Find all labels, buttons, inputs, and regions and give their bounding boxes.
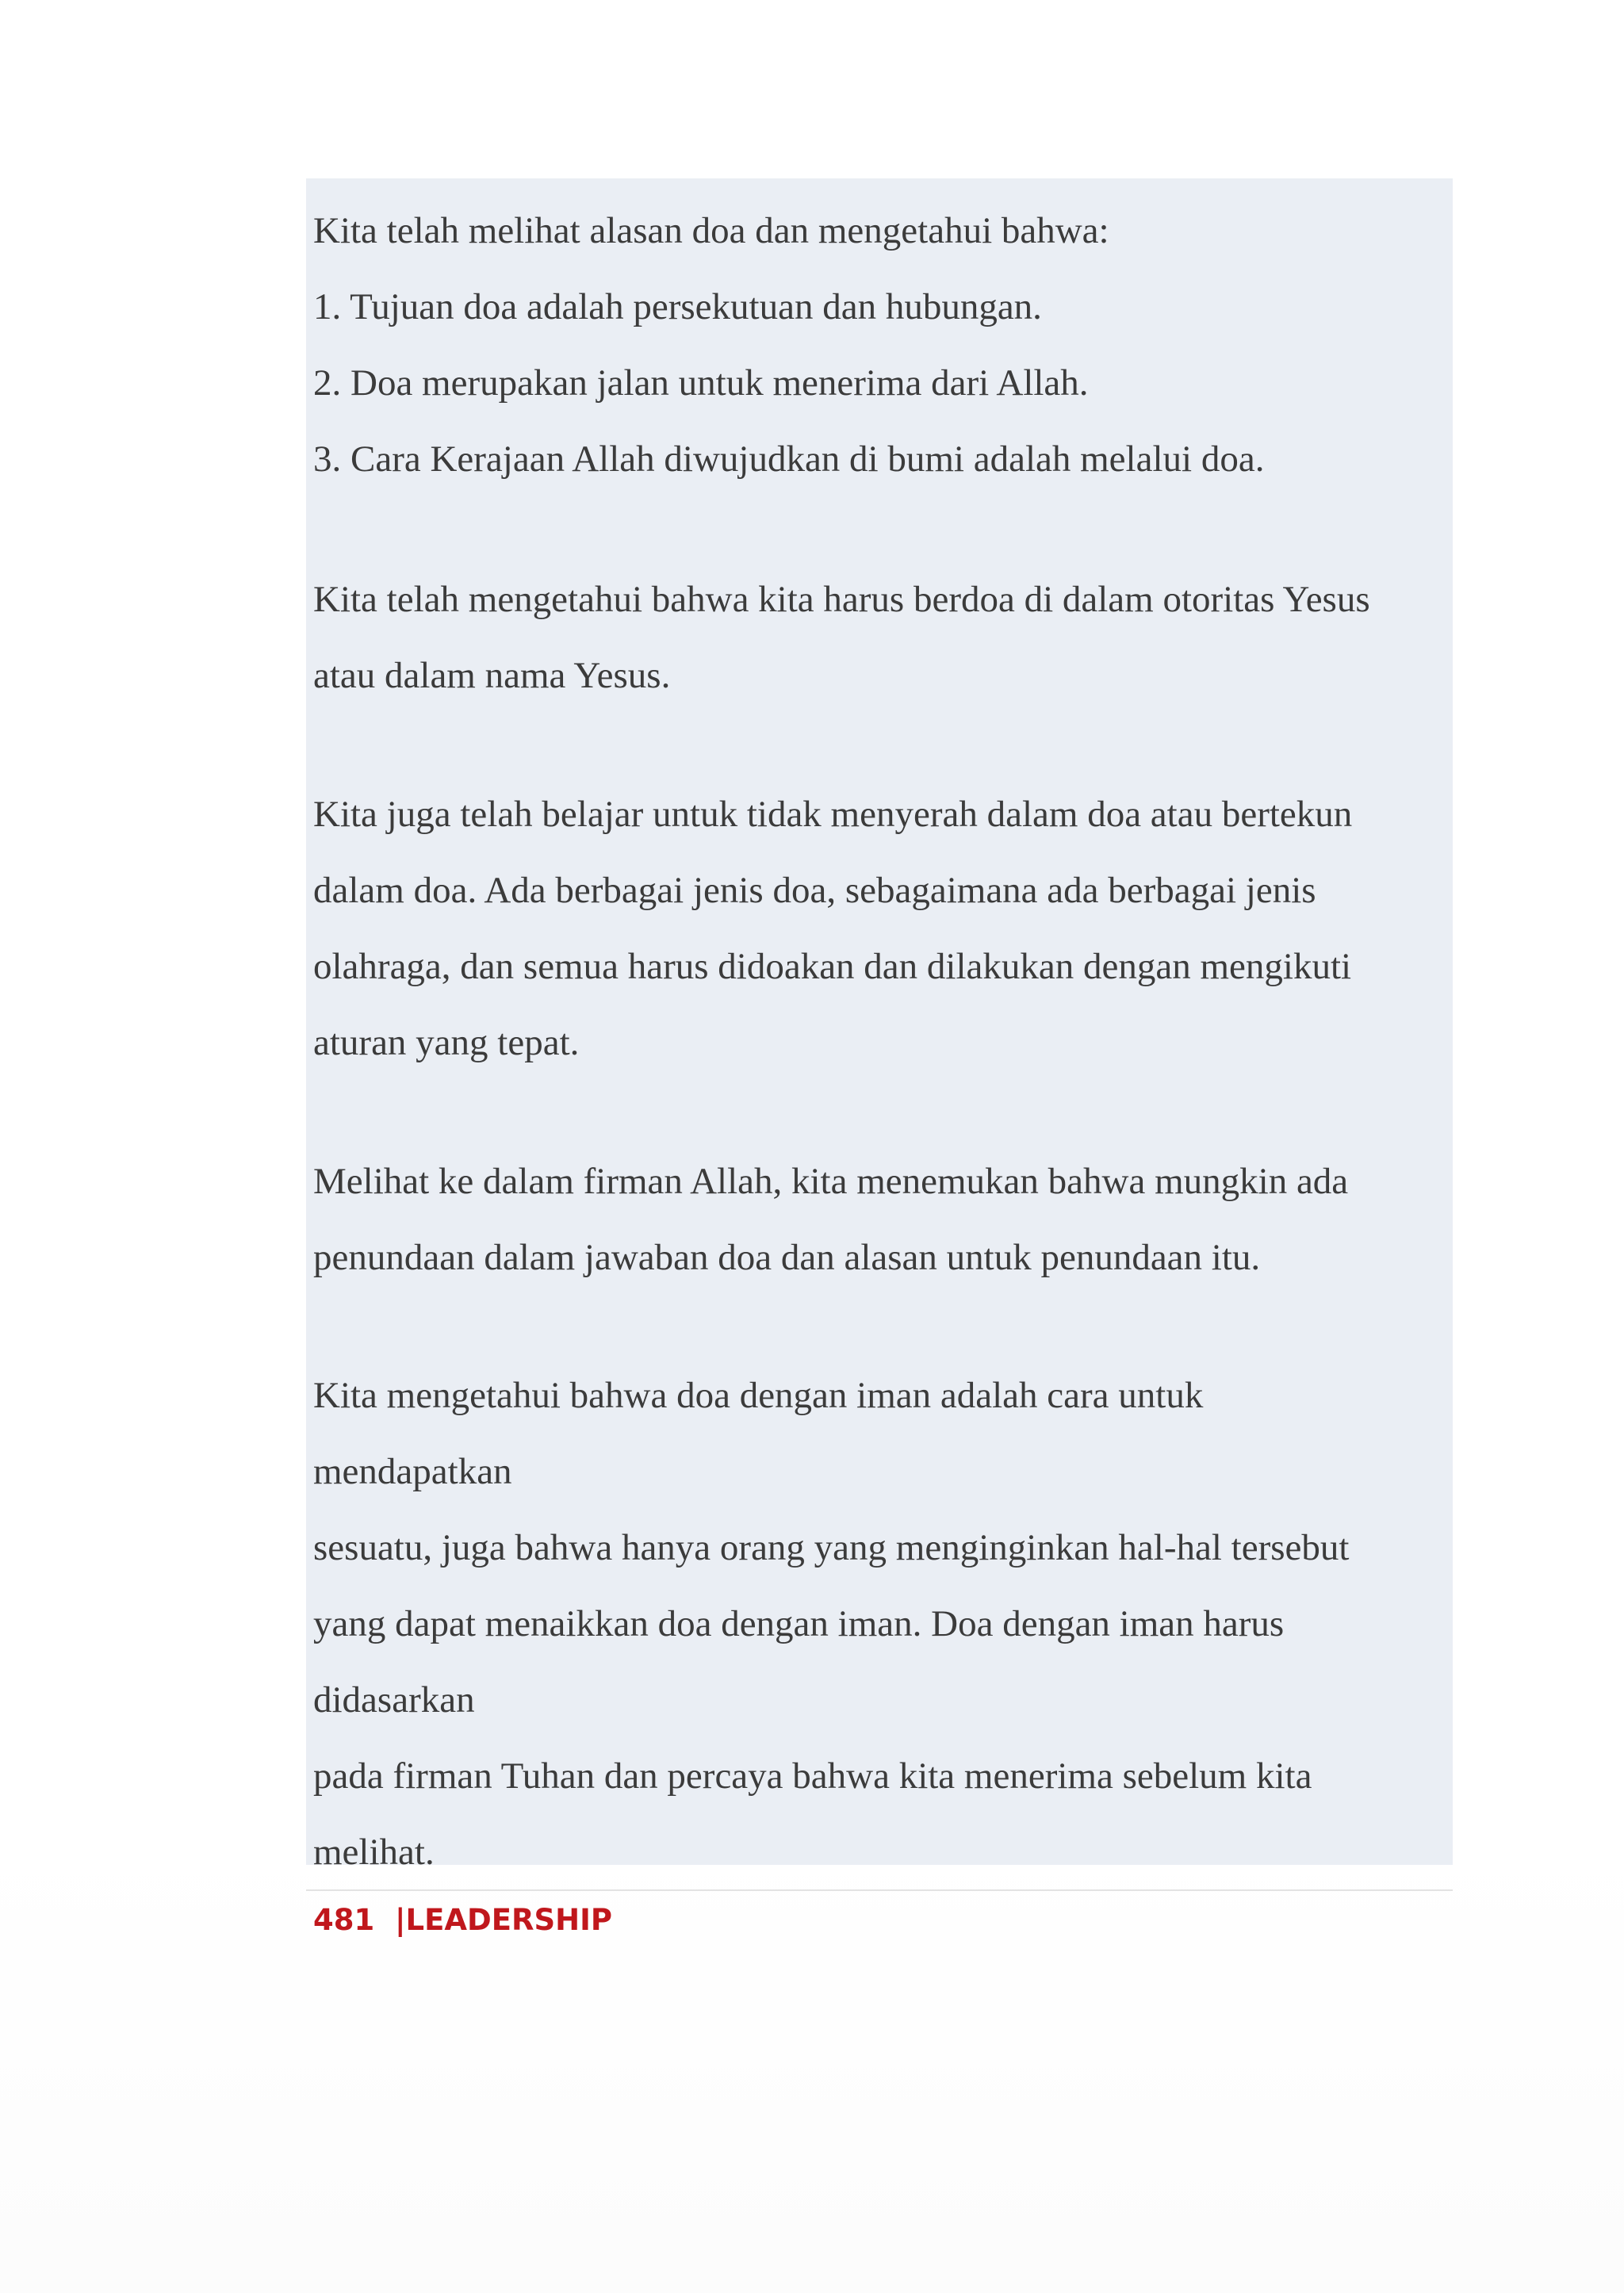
paragraph-5-line-1: Kita mengetahui bahwa doa dengan iman adalah cara untuk xyxy=(313,1375,1204,1416)
paragraph-3-line-4: aturan yang tepat. xyxy=(313,1022,580,1063)
paragraph-3-line-3: olahraga, dan semua harus didoakan dan dilakukan dengan mengikuti xyxy=(313,946,1352,987)
footer-separator: | xyxy=(395,1903,406,1937)
list-item-2: 2. Doa merupakan jalan untuk menerima dari Allah. xyxy=(313,362,1089,404)
paragraph-5-line-5: didasarkan xyxy=(313,1679,475,1721)
paragraph-5-line-6: pada firman Tuhan dan percaya bahwa kita menerima sebelum kita xyxy=(313,1755,1312,1797)
list-item-1: 1. Tujuan doa adalah persekutuan dan hubungan. xyxy=(313,286,1042,327)
paragraph-2-line-1: Kita telah mengetahui bahwa kita harus berdoa di dalam otoritas Yesus xyxy=(313,579,1370,620)
page-number: 481 xyxy=(313,1903,375,1937)
intro-line: Kita telah melihat alasan doa dan mengetahui bahwa: xyxy=(313,210,1109,251)
paragraph-5-line-7: melihat. xyxy=(313,1832,435,1873)
page-footer xyxy=(313,1903,612,1937)
list-item-3: 3. Cara Kerajaan Allah diwujudkan di bumi adalah melalui doa. xyxy=(313,438,1265,480)
section-title: LEADERSHIP xyxy=(405,1903,612,1937)
paragraph-2-line-2: atau dalam nama Yesus. xyxy=(313,655,671,696)
paragraph-4-line-1: Melihat ke dalam firman Allah, kita menemukan bahwa mungkin ada xyxy=(313,1161,1349,1202)
paragraph-4-line-2: penundaan dalam jawaban doa dan alasan untuk penundaan itu. xyxy=(313,1237,1261,1278)
paragraph-3-line-2: dalam doa. Ada berbagai jenis doa, sebagaimana ada berbagai jenis xyxy=(313,870,1316,911)
paragraph-5-line-3: sesuatu, juga bahwa hanya orang yang menginginkan hal-hal tersebut xyxy=(313,1527,1350,1568)
paragraph-5-line-4: yang dapat menaikkan doa dengan iman. Doa dengan iman harus xyxy=(313,1603,1285,1644)
footer-divider xyxy=(306,1889,1453,1891)
paragraph-3-line-1: Kita juga telah belajar untuk tidak menyerah dalam doa atau bertekun xyxy=(313,794,1353,835)
paragraph-5-line-2: mendapatkan xyxy=(313,1451,512,1492)
